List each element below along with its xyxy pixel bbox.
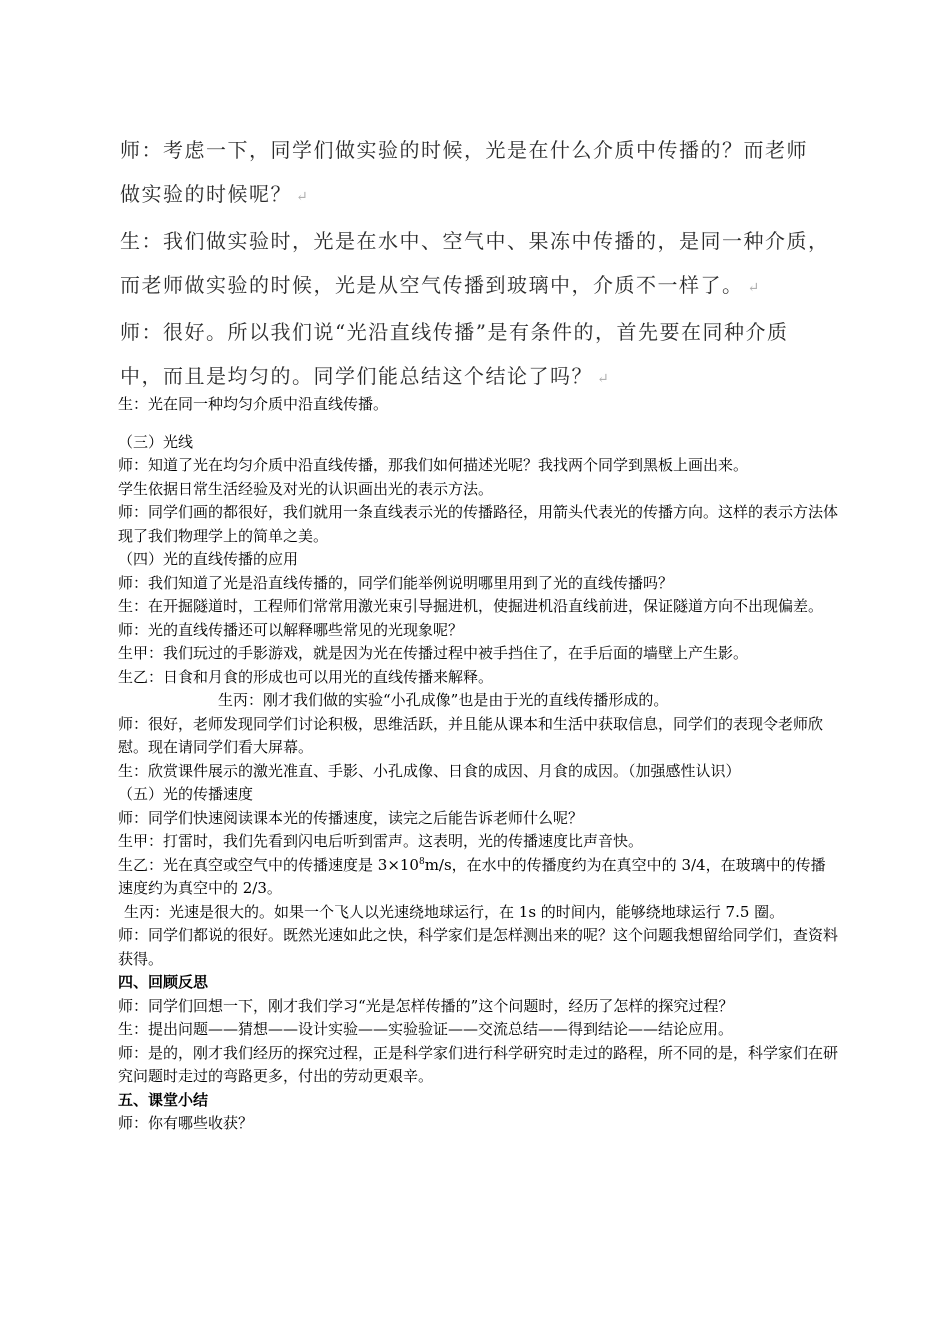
return-mark-icon: ↵ <box>747 280 761 296</box>
paragraph: 师：知道了光在均匀介质中沿直线传播，那我们如何描述光呢？我找两个同学到黑板上画出来。 <box>118 456 749 474</box>
paragraph: 生丙：光速是很大的。如果一个飞人以光速绕地球运行，在 1s 的时间内，能够绕地球运行 7.5 圈。 <box>124 902 785 921</box>
section-heading-5: （五）光的传播速度 <box>118 785 254 803</box>
scanned-dialogue-image <box>120 128 838 401</box>
paragraph: 师：光的直线传播还可以解释哪些常见的光现象呢？ <box>118 620 464 639</box>
heading-summary: 五、课堂小结 <box>118 1090 209 1109</box>
scan-line: 师：很好。所以我们说“光沿直线传播”是有条件的，首先要在同种介质 <box>120 320 789 344</box>
paragraph: 师：同学们回想一下，刚才我们学习“光是怎样传播的”这个问题时，经历了怎样的探究过程？ <box>118 996 734 1015</box>
paragraph: 生：提出问题——猜想——设计实验——实验验证——交流总结——得到结论——结论应用。 <box>118 1020 734 1038</box>
paragraph: 学生依据日常生活经验及对光的认识画出光的表示方法。 <box>118 479 494 498</box>
return-mark-icon: ↵ <box>296 189 310 205</box>
paragraph: 师：是的，刚才我们经历的探究过程，正是科学家们进行科学研究时走过的路程，所不同的是，科学家们在研究问题时走过的弯路更多，付出的劳动更艰辛。 <box>118 1043 839 1085</box>
paragraph: 生：光在同一种均匀介质中沿直线传播。 <box>118 395 389 413</box>
paragraph: 师：同学们快速阅读课本光的传播速度，读完之后能告诉老师什么呢？ <box>118 808 584 827</box>
paragraph: 师：我们知道了光是沿直线传播的，同学们能举例说明哪里用到了光的直线传播吗？ <box>118 573 674 592</box>
paragraph: 师：同学们都说的很好。既然光速如此之快，科学家们是怎样测出来的呢？这个问题我想留给同学们，查资料获得。 <box>118 926 839 968</box>
section-heading-3: （三）光线 <box>118 432 194 451</box>
paragraph: 师：你有哪些收获？ <box>118 1114 254 1132</box>
paragraph: 师：很好，老师发现同学们讨论积极，思维活跃，并且能从课本和生活中获取信息，同学们的表现令老师欣慰。现在请同学们看大屏幕。 <box>118 714 824 756</box>
paragraph: 生：欣赏课件展示的激光准直、手影、小孔成像、日食的成因、月食的成因。（加强感性认识） <box>118 761 741 780</box>
paragraph: 生甲：打雷时，我们先看到闪电后听到雷声。这表明，光的传播速度比声音快。 <box>118 832 644 850</box>
section-heading-4: （四）光的直线传播的应用 <box>118 550 299 568</box>
heading-review: 四、回顾反思 <box>118 973 209 991</box>
paragraph: 师：同学们画的都很好，我们就用一条直线表示光的传播路径，用箭头代表光的传播方向。这样的表示方法体现了我们物理学上的简单之美。 <box>118 503 839 545</box>
scan-line: 中，而且是均匀的。同学们能总结这个结论了吗？ ↵ <box>120 364 611 388</box>
scan-line: 生：我们做实验时，光是在水中、空气中、果冻中传播的，是同一种介质， <box>120 229 830 253</box>
paragraph: 生甲：我们玩过的手影游戏，就是因为光在传播过程中被手挡住了，在手后面的墙壁上产生影。 <box>118 644 749 662</box>
scan-line: 师：考虑一下，同学们做实验的时候，光是在什么介质中传播的？而老师 <box>120 138 808 162</box>
scan-line: 而老师做实验的时候，光是从空气传播到玻璃中，介质不一样了。 ↵ <box>120 273 761 297</box>
scan-line: 做实验的时候呢？ ↵ <box>120 182 310 206</box>
lesson-body-text <box>118 393 840 1136</box>
paragraph: 生乙：日食和月食的形成也可以用光的直线传播来解释。 <box>118 667 494 686</box>
paragraph-speed-of-light: 生乙：光在真空或空气中的传播速度是 $3\times 10^8m/s$，在水中的传播度约为在真空中的 3/4，在玻璃中的传播速度约为真空中的 2/3。 <box>118 855 826 897</box>
return-mark-icon: ↵ <box>597 371 611 387</box>
paragraph: 生：在开掘隧道时，工程师们常常用激光束引导掘进机，使掘进机沿直线前进，保证隧道方向不出现偏差。 <box>118 597 824 615</box>
paragraph: 生丙：刚才我们做的实验“小孔成像”也是由于光的直线传播形成的。 <box>218 691 669 709</box>
